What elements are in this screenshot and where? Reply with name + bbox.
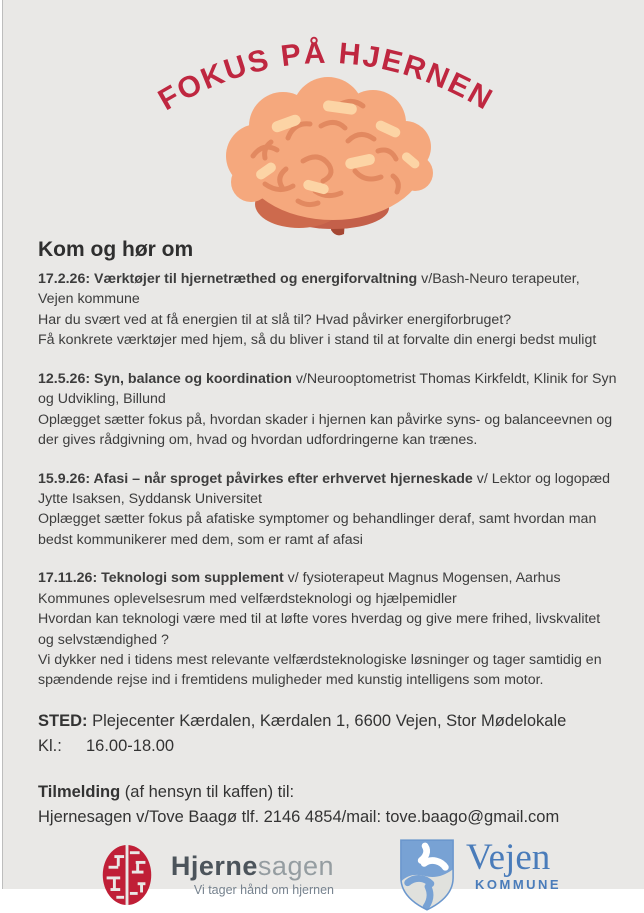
venue-details (38, 709, 618, 759)
vejen-kommune-logo (398, 837, 561, 913)
event-speaker: v/Neurooptometrist Thomas Kirkfeldt, Klinik for Syn og Udvikling, Billund (38, 370, 617, 408)
event-body-line: Har du svært ved at få energien til at slå til? Hvad påvirker energiforbruget? (38, 311, 512, 328)
event-title: 15.9.26: Afasi – når sproget påvirkes efter erhvervet hjerneskade (38, 470, 473, 487)
venue-value: Plejecenter Kærdalen, Kærdalen 1, 6600 Vejen, Stor Mødelokale (87, 711, 567, 730)
event-item-1 (38, 269, 618, 351)
header-art (3, 6, 644, 238)
venue-line (38, 709, 618, 734)
vejen-wordmark (466, 837, 561, 892)
signup-label: Tilmelding (38, 783, 121, 802)
event-title: 12.5.26: Syn, balance og koordination (38, 370, 292, 387)
event-title: 17.2.26: Værktøjer til hjernetræthed og energiforvaltning (38, 271, 418, 287)
hjernesagen-word-light: sagen (257, 850, 334, 881)
hjernesagen-word-bold: Hjerne (170, 850, 258, 881)
signup-contact: Hjernesagen v/Tove Baagø tlf. 2146 4854/mail: tove.baago@gmail.com (38, 808, 560, 827)
event-body-line: Oplægget sætter fokus på afatiske symptomer og behandlinger deraf, samt hvordan man bedst kommunikerer med dem, som er ramt af afasi (38, 511, 597, 548)
event-body-line: Oplægget sætter fokus på, hvordan skader i hjernen kan påvirke syns- og balanceevnen og der gives rådgivning om, hvad og hvordan udfordringerne kan trænes. (38, 411, 613, 449)
event-speaker: v/ Lektor og logopæd Jytte Isaksen, Syddansk Universitet (38, 470, 611, 507)
hjernesagen-wordmark (170, 850, 334, 897)
vejen-shield-icon (398, 837, 456, 913)
time-label: Kl.: (38, 736, 62, 755)
signup-info (38, 780, 618, 830)
event-item-3 (38, 469, 618, 551)
event-item-4 (38, 568, 618, 691)
event-speaker: v/ fysioterapeut Magnus Mogensen, Aarhus Kommunes oplevelsesrum med velfærdsteknologi og hjælpemidler (38, 570, 561, 607)
event-speaker: v/Bash-Neuro terapeuter, Vejen kommune (38, 271, 580, 308)
time-value: 16.00-18.00 (86, 736, 175, 755)
event-body-line: Få konkrete værktøjer med hjem, så du bliver i stand til at forvalte din energi bedst muligt (38, 332, 597, 349)
vejen-name: Vejen (466, 836, 551, 878)
signup-rest: (af hensyn til kaffen) til: (120, 783, 295, 802)
section-heading: Kom og hør om (38, 238, 194, 261)
event-body-line: Vi dykker ned i tidens mest relevante velfærdsteknologiske løsninger og tager samtidig en spændende rejse ind i fremtidens muligheder med kunstig intelligens som motor. (38, 652, 602, 689)
flyer-page (2, 0, 644, 897)
event-title: 17.11.26: Teknologi som supplement (38, 570, 284, 587)
signup-lead (38, 780, 618, 805)
logo-row (38, 837, 618, 913)
flyer-title: FOKUS PÅ HJERNEN (152, 36, 499, 118)
event-body-line: Hvordan kan teknologi være med til at løfte vores hverdag og give mere frihed, livskvalitet og selvstændighed ? (38, 611, 601, 648)
brain-icon (226, 77, 433, 235)
event-item-2 (38, 369, 618, 451)
venue-label: STED: (38, 711, 88, 730)
hjernesagen-tagline: Vi tager hånd om hjernen (193, 882, 334, 897)
hjernesagen-brain-maze-icon (95, 840, 159, 910)
hjernesagen-logo (95, 840, 334, 910)
vejen-subtitle: KOMMUNE (475, 876, 562, 892)
time-line (38, 734, 618, 759)
flyer-content (3, 238, 644, 913)
